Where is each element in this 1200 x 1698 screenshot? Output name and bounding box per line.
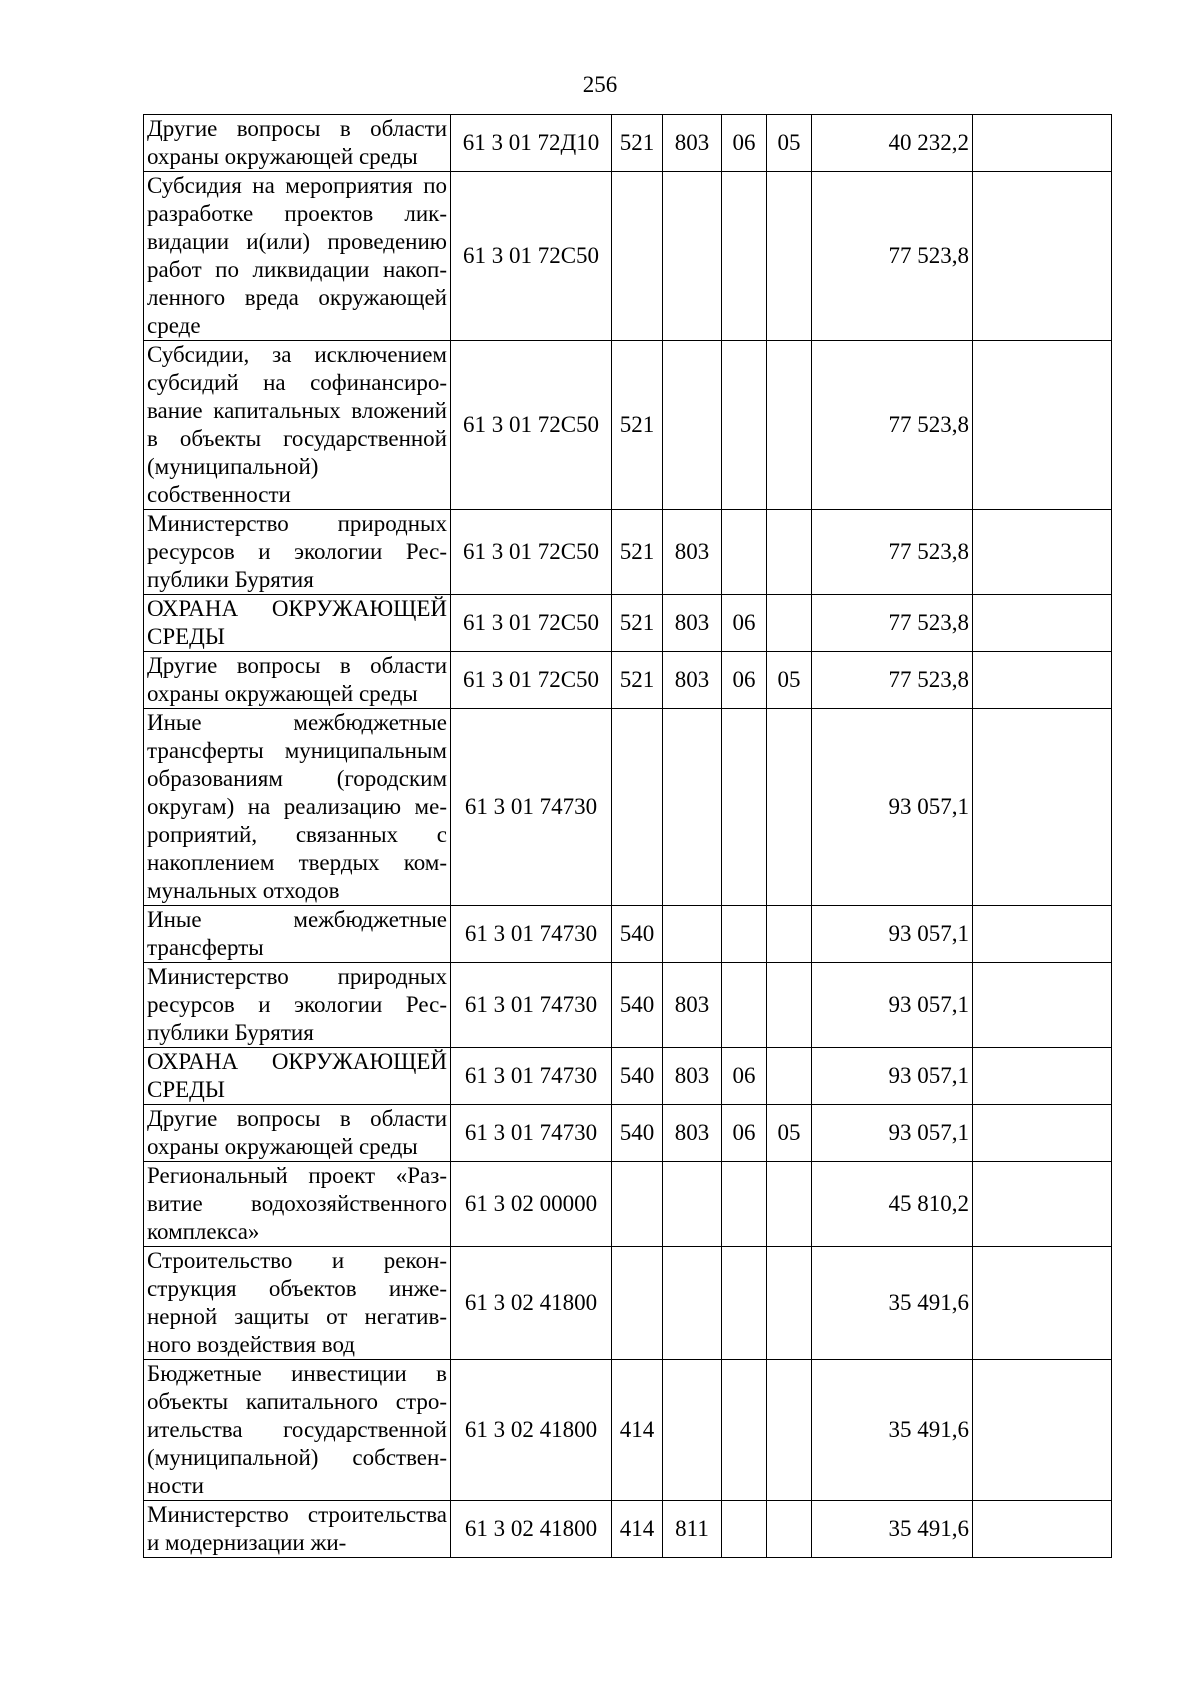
- amount-cell: 35 491,6: [812, 1247, 973, 1360]
- row-name-cell: ОХРАНА ОКРУЖАЮЩЕЙ СРЕДЫ: [144, 595, 451, 652]
- expense-type-cell: 540: [612, 1105, 663, 1162]
- subsection-code-cell: 05: [767, 115, 812, 172]
- subsection-code-cell: [767, 1162, 812, 1247]
- amount-cell: 93 057,1: [812, 963, 973, 1048]
- administrator-code-cell: [663, 341, 722, 510]
- amount-cell: 93 057,1: [812, 906, 973, 963]
- row-name-cell: Иные межбюджетные трансферты муниципальным образованиям (городским округам) на реализацию мероприятий, связанных с накоплением твердых коммунальных отходов: [144, 709, 451, 906]
- table-row: [144, 1048, 1112, 1105]
- amount-cell: 93 057,1: [812, 1048, 973, 1105]
- amount-cell: 40 232,2: [812, 115, 973, 172]
- expense-type-cell: 521: [612, 341, 663, 510]
- table-row: [144, 963, 1112, 1048]
- section-code-cell: [722, 1501, 767, 1558]
- row-name-cell: Министерство природных ресурсов и экологии Республики Бурятия: [144, 963, 451, 1048]
- expense-type-cell: 521: [612, 510, 663, 595]
- subsection-code-cell: [767, 1501, 812, 1558]
- budget-table-body: [144, 115, 1112, 1558]
- target-article-code-cell: 61 3 01 74730: [451, 906, 612, 963]
- expense-type-cell: [612, 172, 663, 341]
- administrator-code-cell: [663, 709, 722, 906]
- table-row: [144, 510, 1112, 595]
- administrator-code-cell: [663, 906, 722, 963]
- row-name-cell: Субсидии, за исключением субсидий на софинансирование капитальных вложений в объекты государственной (муниципальной) собственности: [144, 341, 451, 510]
- row-name-cell: ОХРАНА ОКРУЖАЮЩЕЙ СРЕДЫ: [144, 1048, 451, 1105]
- amount-cell: 93 057,1: [812, 1105, 973, 1162]
- table-row: [144, 341, 1112, 510]
- subsection-code-cell: [767, 595, 812, 652]
- row-name-cell: Министерство строительства и модернизации жи-: [144, 1501, 451, 1558]
- expense-type-cell: 540: [612, 1048, 663, 1105]
- administrator-code-cell: [663, 1360, 722, 1501]
- target-article-code-cell: 61 3 01 72С50: [451, 652, 612, 709]
- administrator-code-cell: 803: [663, 963, 722, 1048]
- subsection-code-cell: [767, 963, 812, 1048]
- amount-secondary-cell: [973, 172, 1112, 341]
- table-row: [144, 1247, 1112, 1360]
- administrator-code-cell: [663, 1162, 722, 1247]
- table-row: [144, 906, 1112, 963]
- row-name-cell: Министерство природных ресурсов и экологии Республики Бурятия: [144, 510, 451, 595]
- expense-type-cell: [612, 1247, 663, 1360]
- section-code-cell: 06: [722, 595, 767, 652]
- table-row: [144, 595, 1112, 652]
- section-code-cell: 06: [722, 1105, 767, 1162]
- section-code-cell: [722, 709, 767, 906]
- row-name-cell: Иные межбюджетные трансферты: [144, 906, 451, 963]
- subsection-code-cell: [767, 709, 812, 906]
- administrator-code-cell: 803: [663, 115, 722, 172]
- administrator-code-cell: 803: [663, 510, 722, 595]
- amount-secondary-cell: [973, 510, 1112, 595]
- amount-cell: 35 491,6: [812, 1501, 973, 1558]
- table-row: [144, 709, 1112, 906]
- page-number: 256: [582, 72, 618, 97]
- expense-type-cell: 521: [612, 595, 663, 652]
- expense-type-cell: 414: [612, 1501, 663, 1558]
- subsection-code-cell: [767, 341, 812, 510]
- subsection-code-cell: [767, 172, 812, 341]
- table-row: [144, 1360, 1112, 1501]
- section-code-cell: [722, 963, 767, 1048]
- section-code-cell: [722, 1360, 767, 1501]
- table-row: [144, 652, 1112, 709]
- section-code-cell: [722, 1247, 767, 1360]
- expense-type-cell: 521: [612, 652, 663, 709]
- row-name-cell: Другие вопросы в области охраны окружающей среды: [144, 1105, 451, 1162]
- amount-cell: 77 523,8: [812, 341, 973, 510]
- target-article-code-cell: 61 3 01 72С50: [451, 341, 612, 510]
- administrator-code-cell: 803: [663, 652, 722, 709]
- row-name-cell: Строительство и реконструкция объектов инженерной защиты от негативного воздействия вод: [144, 1247, 451, 1360]
- target-article-code-cell: 61 3 02 00000: [451, 1162, 612, 1247]
- target-article-code-cell: 61 3 02 41800: [451, 1501, 612, 1558]
- amount-cell: 93 057,1: [812, 709, 973, 906]
- subsection-code-cell: [767, 510, 812, 595]
- target-article-code-cell: 61 3 01 74730: [451, 1048, 612, 1105]
- row-name-cell: Бюджетные инвестиции в объекты капитального строительства государственной (муниципальной) собственности: [144, 1360, 451, 1501]
- subsection-code-cell: [767, 1360, 812, 1501]
- section-code-cell: [722, 341, 767, 510]
- amount-cell: 77 523,8: [812, 172, 973, 341]
- target-article-code-cell: 61 3 01 74730: [451, 963, 612, 1048]
- target-article-code-cell: 61 3 01 72С50: [451, 172, 612, 341]
- subsection-code-cell: 05: [767, 652, 812, 709]
- section-code-cell: [722, 906, 767, 963]
- subsection-code-cell: [767, 1048, 812, 1105]
- amount-secondary-cell: [973, 906, 1112, 963]
- section-code-cell: 06: [722, 115, 767, 172]
- expense-type-cell: [612, 1162, 663, 1247]
- row-name-cell: Региональный проект «Развитие водохозяйственного комплекса»: [144, 1162, 451, 1247]
- amount-cell: 77 523,8: [812, 595, 973, 652]
- amount-secondary-cell: [973, 1247, 1112, 1360]
- amount-secondary-cell: [973, 1360, 1112, 1501]
- target-article-code-cell: 61 3 01 74730: [451, 709, 612, 906]
- table-row: [144, 115, 1112, 172]
- subsection-code-cell: 05: [767, 1105, 812, 1162]
- expense-type-cell: 521: [612, 115, 663, 172]
- amount-secondary-cell: [973, 652, 1112, 709]
- section-code-cell: [722, 1162, 767, 1247]
- administrator-code-cell: 803: [663, 1105, 722, 1162]
- row-name-cell: Субсидия на мероприятия по разработке проектов ликвидации и(или) проведению работ по ликвидации накопленного вреда окружающей среде: [144, 172, 451, 341]
- expense-type-cell: 414: [612, 1360, 663, 1501]
- amount-secondary-cell: [973, 595, 1112, 652]
- amount-secondary-cell: [973, 1501, 1112, 1558]
- subsection-code-cell: [767, 1247, 812, 1360]
- table-row: [144, 1162, 1112, 1247]
- amount-cell: 77 523,8: [812, 652, 973, 709]
- section-code-cell: 06: [722, 652, 767, 709]
- row-name-cell: Другие вопросы в области охраны окружающей среды: [144, 115, 451, 172]
- amount-secondary-cell: [973, 1048, 1112, 1105]
- amount-secondary-cell: [973, 1162, 1112, 1247]
- target-article-code-cell: 61 3 02 41800: [451, 1247, 612, 1360]
- amount-cell: 77 523,8: [812, 510, 973, 595]
- expense-type-cell: 540: [612, 963, 663, 1048]
- amount-cell: 45 810,2: [812, 1162, 973, 1247]
- amount-secondary-cell: [973, 709, 1112, 906]
- budget-table: [143, 114, 1112, 1558]
- target-article-code-cell: 61 3 01 74730: [451, 1105, 612, 1162]
- amount-secondary-cell: [973, 115, 1112, 172]
- target-article-code-cell: 61 3 01 72С50: [451, 510, 612, 595]
- administrator-code-cell: 803: [663, 1048, 722, 1105]
- section-code-cell: [722, 510, 767, 595]
- row-name-cell: Другие вопросы в области охраны окружающей среды: [144, 652, 451, 709]
- section-code-cell: 06: [722, 1048, 767, 1105]
- section-code-cell: [722, 172, 767, 341]
- table-row: [144, 1501, 1112, 1558]
- target-article-code-cell: 61 3 01 72С50: [451, 595, 612, 652]
- target-article-code-cell: 61 3 02 41800: [451, 1360, 612, 1501]
- target-article-code-cell: 61 3 01 72Д10: [451, 115, 612, 172]
- administrator-code-cell: [663, 172, 722, 341]
- amount-secondary-cell: [973, 1105, 1112, 1162]
- administrator-code-cell: 811: [663, 1501, 722, 1558]
- amount-secondary-cell: [973, 963, 1112, 1048]
- table-row: [144, 172, 1112, 341]
- administrator-code-cell: [663, 1247, 722, 1360]
- expense-type-cell: [612, 709, 663, 906]
- amount-cell: 35 491,6: [812, 1360, 973, 1501]
- table-row: [144, 1105, 1112, 1162]
- amount-secondary-cell: [973, 341, 1112, 510]
- subsection-code-cell: [767, 906, 812, 963]
- administrator-code-cell: 803: [663, 595, 722, 652]
- expense-type-cell: 540: [612, 906, 663, 963]
